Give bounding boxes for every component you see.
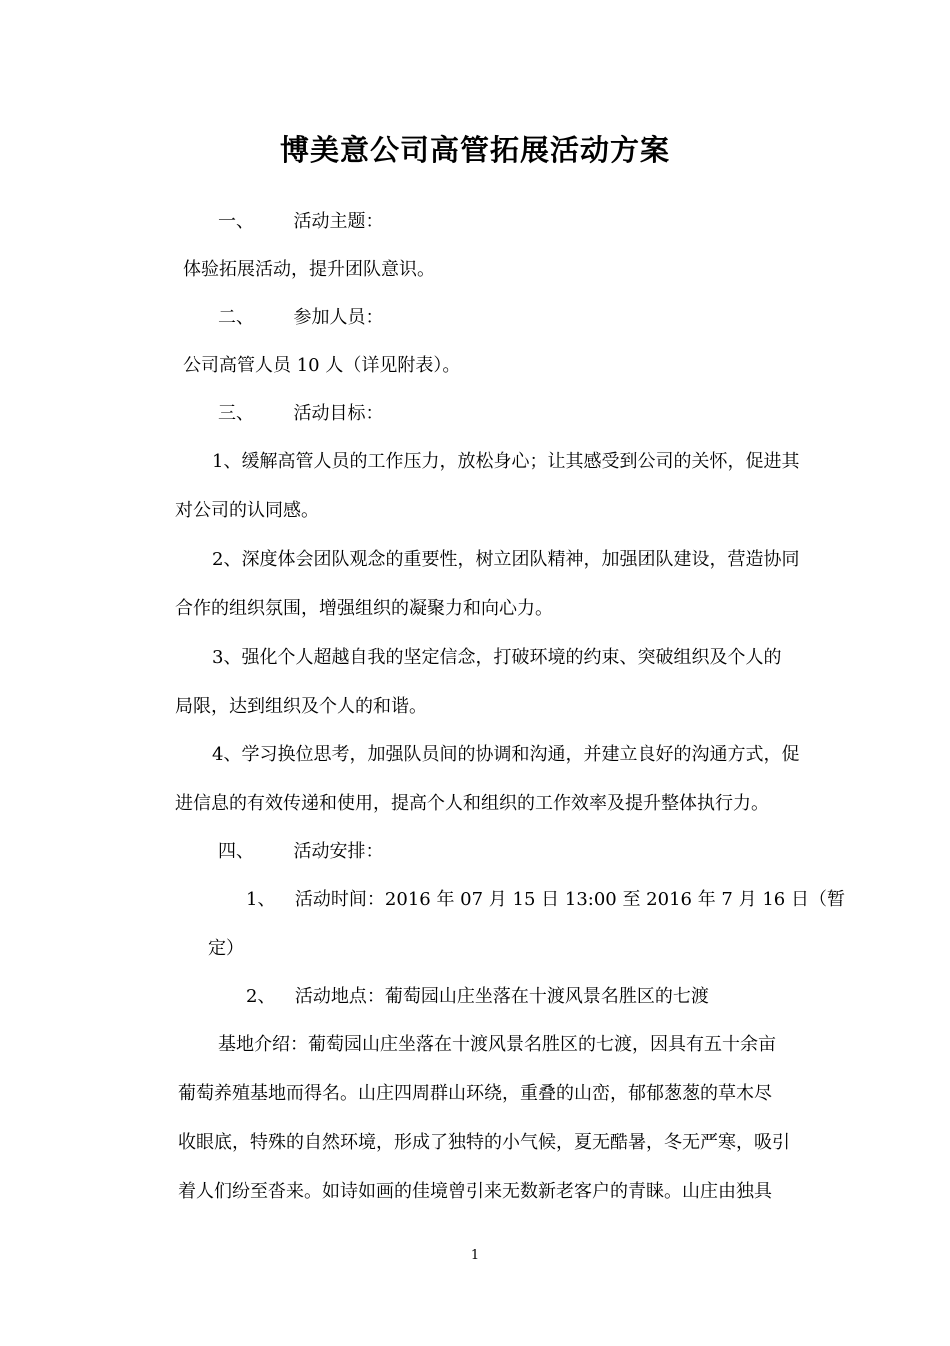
schedule-place	[246, 985, 709, 1009]
schedule-place-text: 活动地点：葡萄园山庄坐落在十渡风景名胜区的七渡	[294, 986, 709, 1007]
section-heading-theme	[218, 210, 383, 234]
participants-text: 公司高管人员 10 人（详见附表）。	[183, 355, 461, 376]
schedule-place-number: 2、	[246, 986, 276, 1007]
section-label: 活动目标：	[293, 403, 384, 424]
section-heading-participants	[218, 306, 383, 330]
goal-3-line-1: 3、强化个人超越自我的坚定信念，打破环境的约束、突破组织及个人的	[212, 647, 782, 668]
page-number: 1	[470, 1248, 480, 1263]
schedule-time-text: 活动时间：2016 年 07 月 15 日 13:00 至 2016 年 7 月 16 日（暂	[294, 889, 845, 910]
intro-line-1: 基地介绍：葡萄园山庄坐落在十渡风景名胜区的七渡，因具有五十余亩	[218, 1034, 776, 1055]
document-title: 博美意公司高管拓展活动方案	[279, 133, 670, 167]
theme-text: 体验拓展活动，提升团队意识。	[183, 259, 435, 280]
intro-line-2: 葡萄养殖基地而得名。山庄四周群山环绕，重叠的山峦，郁郁葱葱的草木尽	[178, 1083, 772, 1104]
intro-line-4: 着人们纷至沓来。如诗如画的佳境曾引来无数新老客户的青睐。山庄由独具	[178, 1181, 772, 1202]
goal-1-line-1: 1、缓解高管人员的工作压力，放松身心；让其感受到公司的关怀，促进其	[212, 451, 800, 472]
schedule-time-continued: 定）	[208, 938, 244, 959]
section-label: 参加人员：	[293, 307, 384, 328]
schedule-time-number: 1、	[246, 889, 276, 910]
goal-4-line-1: 4、学习换位思考，加强队员间的协调和沟通，并建立良好的沟通方式，促	[212, 744, 800, 765]
intro-line-3: 收眼底，特殊的自然环境，形成了独特的小气候，夏无酷暑，冬无严寒，吸引	[178, 1132, 790, 1153]
schedule-time	[246, 888, 845, 912]
section-number: 二、	[218, 307, 254, 328]
section-heading-schedule	[218, 840, 383, 864]
goal-1-line-2: 对公司的认同感。	[175, 500, 319, 521]
section-label: 活动主题：	[293, 211, 384, 232]
section-number: 四、	[218, 841, 254, 862]
goal-4-line-2: 进信息的有效传递和使用，提高个人和组织的工作效率及提升整体执行力。	[175, 793, 769, 814]
section-heading-goals	[218, 402, 383, 426]
section-number: 三、	[218, 403, 254, 424]
section-label: 活动安排：	[293, 841, 384, 862]
goal-3-line-2: 局限，达到组织及个人的和谐。	[175, 696, 427, 717]
section-number: 一、	[218, 211, 254, 232]
goal-2-line-1: 2、深度体会团队观念的重要性，树立团队精神，加强团队建设，营造协同	[212, 549, 800, 570]
goal-2-line-2: 合作的组织氛围，增强组织的凝聚力和向心力。	[175, 598, 553, 619]
